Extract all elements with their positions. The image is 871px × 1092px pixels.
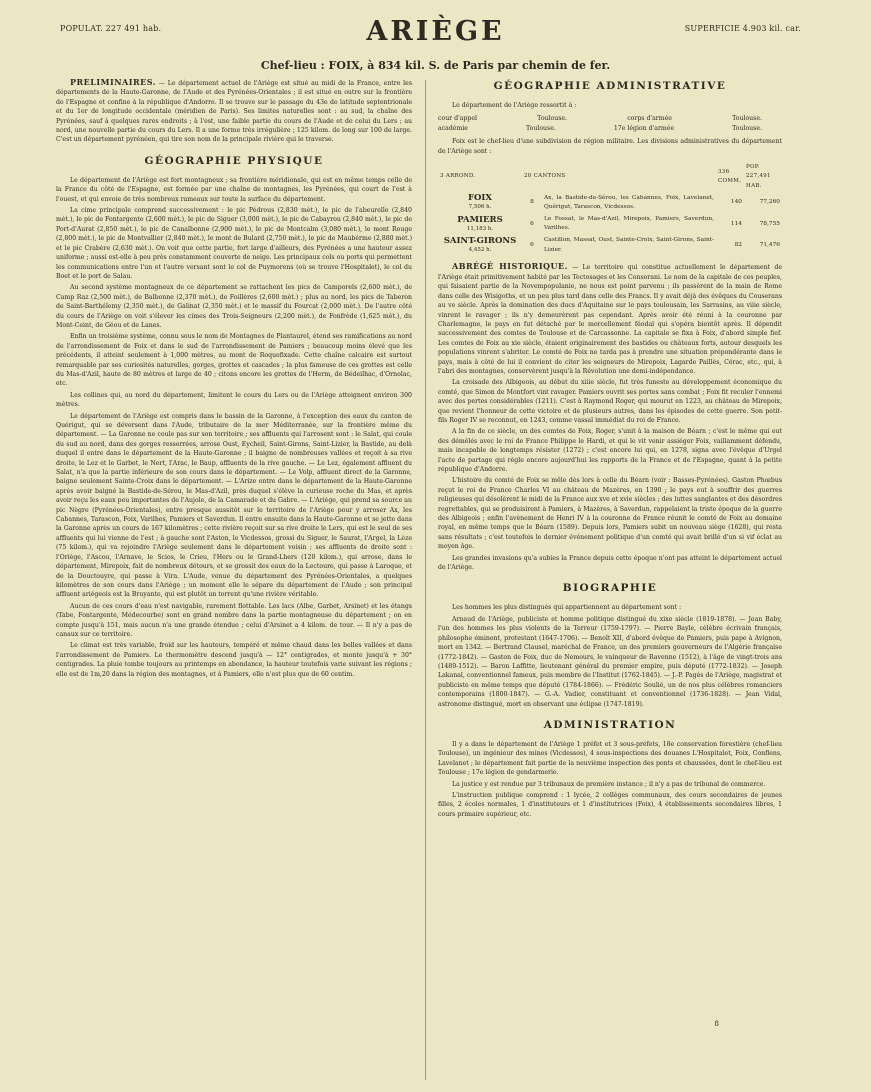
paragraph: Arnaud de l'Ariège, publiciste et homme politique distingué du xixe siècle (1819-1878). — Jean Baby, l'un des hommes les plus violents de la Terreur (1759-1797). — Pierre Bayle, célèbre écrivain français, philosophe éminent, protestant (1647-1706). — Benoît XII, d'abord évêque de Pamiers, puis pape à Avignon, mort en 1342. — Bertrand Clausel, maréchal de France, un des premiers gouverneurs de l'Algérie française (1772-1842). — Gaston de Foix, duc de Nemours, le vainqueur de Ravenne (1512), à l'âge de vingt-trois ans (1489-1512). — Baron Laffitte, lieutenant général du premier empire, puis député (1772-1832). — Joseph Lakanal, conventionnel fameux, puis membre de l'Institut (1762-1845). — J.-P. Pagès de l'Ariège, magistrat et publiciste en même temps que député (1784-1866). — Frédéric Soulié, un de nos plus célèbres romanciers contemporains (1800-1847). — G.-A. Vadier, constituant et conventionnel (1736-1828). — Jean Vidal, astronome distingué, mort en observant une éclipse (1747-1819). xyxy=(438,615,782,708)
arrondissement-pop: 7,506 h. xyxy=(468,204,492,211)
geo-admin-heading: GÉOGRAPHIE ADMINISTRATIVE xyxy=(493,80,727,92)
preliminaires-paragraph xyxy=(56,78,412,145)
table-row xyxy=(438,192,782,213)
arrondissement-cell xyxy=(438,235,522,256)
paragraph: Les grandes invasions qu'a subies la France depuis cette époque n'ont pas atteint le département actuel de l'Ariège. xyxy=(438,554,782,572)
admin-ressort-cell: cour d'appel xyxy=(438,115,478,123)
admin-ressort-row xyxy=(438,124,762,133)
abrege-body xyxy=(438,378,782,572)
paragraph: Au second système montagneux de ce département se rattachent les pics de Camporels (2,600 mèt.), de Camp Raz (2,500 mèt.), de Balbonne (2,370 mèt.), de Foillères (2,600 mèt.) ; plus au nord, les pics de Taberon de Saint-Barthélemy (2,350 mèt.), de Galinat (2,350 mèt.) et le massif du Fourcat (2,000 mèt.). De l'autre côté du cours de l'Ariège on voit s'élever les cimes des Trois-Seigneurs (2,200 mèt.), de Fonfrède (1,625 mèt.), du Mont-Ceint, de Géou et de Lanes. xyxy=(56,284,412,329)
admin-ressort-cell: académie xyxy=(438,124,468,132)
commune-count: 114 xyxy=(730,220,742,227)
paragraph: La croisade des Albigeois, au début du xiiie siècle, fut très funeste au développement économique du comté, que Simon de Montfort vint ravager. Pamiers ouvrit ses portes sans combat ; Foix fit reculer l'ennemi avec des pertes considérables (1211). C'est à Raymond Roger, qui mourut en 1223, au château de Mirepoix, que revient l'honneur de cette victoire et de plusieurs autres, dans les épisodes de cette guerre. Son petit-fils Roger IV se reconnut, en 1243, comme vassal immédiat du roi de France. xyxy=(438,379,782,424)
page-number: 8 xyxy=(714,1020,719,1028)
table-header-cell: 336 COMM. xyxy=(718,168,742,185)
left-column xyxy=(56,78,412,1078)
paragraph: La cime principale comprend successivement : le pic Pédrous (2,830 mèt.), le pic de l'abeurelle (2,840 mèt.), le pic de Fontargente (2,600 mèt.), le pic de Siguer (3,000 mèt.), le pic de Cabayrou (2,840 mèt.), le pic de Port-d'Aurat (2,850 mèt.), le pic de Canalbonne (2,900 mèt.), le pic de Montcalm (3,080 mèt.), le mont Rouge (2,800 mèt.), le pic de Montvallier (2,840 mèt.), le mont de Bulard (2,750 mèt.), le pic de Maubérme (2,880 mèt.) et le pic Crabère (2,630 mèt.). On voit que cette partie, fort large d'ailleurs, des Pyrénées a une hauteur assez uniforme ; aussi est-elle à peu près constamment couverte de neige. Les principaux cols ou ports qui permettent les communications entre l'un et l'autre versant sont le col de Puymorens (où se trouve l'Hospitalet), le col du Boet et le port de Salau. xyxy=(56,207,412,280)
canton-list: Ax, la Bastide-de-Sérou, les Cabannes, Foix, Lavelanet, Quérigut, Tarascon, Vicdessos. xyxy=(544,194,714,210)
arrondissement-name: SAINT-GIRONS xyxy=(443,236,517,247)
biographie-body xyxy=(438,603,782,708)
population-count: 78,755 xyxy=(759,220,780,227)
canton-list: Castillon, Massat, Oust, Sainte-Croix, Saint-Girons, Saint-Lizier. xyxy=(544,237,714,253)
admin-ressort-row xyxy=(438,114,762,123)
preliminaires-text: — Le département actuel de l'Ariège est situé au midi de la France, entre les départements de la Haute-Garonne, de l'Aude et des Pyrénées-Orientales ; il est situé en outre sur la frontière de l'Espagne et confine à la république d'Andorre. Il se trouve sur le passage du 43e de latitude septentrionale et du 1er de longitude occidentale (méridien de Paris). Ses limites naturelles sont : au sud, la chaîne des Pyrénées, sauf à quelques rares endroits ; à l'est, une faible partie du cours de l'Aude et de celui du Lers ; au nord, une nouvelle partie du cours du Lers. Il a une forme très irrégulière ; 125 kilom. de long sur 100 de large. C'est un département pyrénéen, qui tire son nom de la principale rivière qui le traverse. xyxy=(56,80,412,144)
admin-ressort-cell: Toulouse. xyxy=(537,115,568,123)
preliminaires-lead: PRÉLIMINAIRES. xyxy=(70,78,157,87)
admin-ressort-cell: Toulouse. xyxy=(525,124,556,132)
paragraph: L'histoire du comté de Foix se mêle dès lors à celle du Béarn (voir : Basses-Pyrénées). Gaston Phœbus reçut le roi de France Charles VI au château de Mazères, en 1390 ; le pays eut à souffrir des guerres religieuses qui désolèrent le midi de la France aux xve et xvie siècles ; des luttes sanglantes et des désordres regrettables, qui se produisirent à Pamiers, à Mazères, à Saverdun, rappelaient la triste époque de la guerre des Albigeois ; enfin l'avènement de Henri IV à la couronne de France réunit le comté de Foix au domaine royal, en même temps que le Béarn (1589). Depuis lors, Pamiers subit un nouveau siège (1628), qui resta sans résultats ; c'est toutefois le dernier événement politique d'un comté qui avait brillé d'un si vif éclat au moyen âge. xyxy=(438,477,782,551)
admin-ressort-cell: 17e légion d'armée xyxy=(613,124,675,132)
column-divider xyxy=(425,80,426,1080)
canton-list: Le Fossat, le Mas-d'Azil, Mirepoix, Pamiers, Saverdun, Varilhes. xyxy=(544,215,714,232)
administration-body xyxy=(438,740,782,819)
population-count: 77,260 xyxy=(759,199,780,206)
surface-label: SUPERFICIE 4.903 kil. car. xyxy=(684,24,801,33)
biographie-heading: BIOGRAPHIE xyxy=(562,582,658,595)
paragraph: Enfin un troisième système, connu sous le nom de Montagnes de Plantaurel, étend ses ramifications au nord de l'arrondissement de Foix et dans le sud de l'arrondissement de Pamiers ; beaucoup moins élevé que les précédents, il atteint seulement à 1,000 mètres, au mont de Roquefixade. Cette chaîne calcaire est surtout remarquable par ses curiosités naturelles, gorges, grottes et cascades ; la plus fameuse de ces grottes est celle du Mas-d'Azil, haute de 80 mètres et large de 40 ; citons encore les grottes de l'Herm, de Bédeilhac, d'Ornolac, etc. xyxy=(56,333,412,388)
geo-physique-body xyxy=(56,176,412,679)
table-row xyxy=(438,214,782,235)
admin-intro: Le département de l'Ariège ressortit à : xyxy=(452,102,577,109)
arrondissement-pop: 11,183 h. xyxy=(466,225,494,232)
paragraph: La justice y est rendue par 3 tribunaux de première instance ; il n'y a pas de tribunal de commerce. xyxy=(452,780,766,788)
paragraph: Les hommes les plus distingués qui appartiennent au département sont : xyxy=(452,604,682,612)
admin-after: Foix est le chef-lieu d'une subdivision de région militaire. Les divisions administratives du département de l'Ariège sont : xyxy=(438,138,782,155)
page-title: ARIÈGE xyxy=(366,16,505,47)
table-header-cell: 20 CANTONS xyxy=(524,173,566,180)
commune-count: 140 xyxy=(730,199,742,206)
abrege-first: — Le territoire qui constitue actuellement le département de l'Ariège était primitivement habité par les Tectosages et les Consorani. Le nom de la capitale de ces peuples, qui faisaient partie de la Novempopulanie, ne nous est point parvenu ; ils passèrent de la main de Rome dans celle des Wisigoths, et un peu plus tard dans celle des Francs. Il y avait déjà des évêques du Couserans au ve siècle. Après la domination des ducs d'Aquitaine sur le pays toulousain, les Sarrasins, au viiie siècle, vinrent le ravager ; ils n'y demeurèrent pas cependant. Après avoir été réuni à la couronne par Charlemagne, le pays en fut détaché par le morcellement féodal qui s'opéra bientôt après. Il dépendit successivement des comtes de Toulouse et de Carcassonne. La capitale se fixa à Foix, d'abord simple fief. Les comtes de Foix au xie siècle, étaient originairement des bastides ou châteaux forts, autour desquels les populations vinrent s'abriter. Le comté de Foix ne tarda pas à prendre une situation prépondérante dans le pays, mais à côté de lui il convient de citer les seigneurs de Mirepoix, Lagarde Paillès, Cérac, etc., qui, à l'abri des montagnes, conservèrent jusqu'à la Révolution une demi-indépendance. xyxy=(438,264,782,375)
admin-ressort-cell: Toulouse. xyxy=(732,124,762,132)
table-header-cell: 3 ARROND. xyxy=(440,173,476,180)
arrondissement-cell xyxy=(438,214,522,235)
table-row xyxy=(438,235,782,256)
admin-ressort-cell: corps d'armée xyxy=(627,115,672,123)
paragraph: Le climat est très variable, froid sur les hauteurs, tempéré et même chaud dans les belles vallées et dans l'arrondissement de Pamiers. Le thermomètre descend jusqu'à — 12° centigrades, et monte jusqu'à + 30° centigrades. La pluie tombe toujours au printemps en abondance, la hauteur toutefois varie suivant les régions ; elle est de 1m,20 dans la région des montagnes, et à Pamiers, elle n'est plus que de 60 centim. xyxy=(56,642,412,678)
canton-count: 8 xyxy=(530,199,534,206)
paragraph: A la fin de ce siècle, un des comtes de Foix, Roger, s'unit à la maison de Béarn ; c'est le même qui eut des démêlés avec le roi de France Philippe le Hardi, et qui le vit venir assiéger Foix, vaillamment défendu, mais incapable de longtemps résister (1272) ; c'est encore lui qui, en 1278, signa avec l'évêque d'Urgel l'acte de partage qui règle encore aujourd'hui les rapports de la France et de l'Espagne, quant à la petite république d'Andorre. xyxy=(438,428,782,473)
population-label: POPULAT. 227 491 hab. xyxy=(60,24,162,33)
paragraph: Aucun de ces cours d'eau n'est navigable, rarement flottable. Les lacs (Albe, Garbet, Arsinet) et les étangs (Tabe, Fontargente, Médecourbe) sont en grand nombre dans la partie montagneuse du département ; on en compte jusqu'à 151, mais aucun n'a une grande étendue ; celui d'Arsinet a 4 kilom. de tour. — Il n'y a pas de canaux sur ce territoire. xyxy=(56,602,412,638)
population-count: 71,476 xyxy=(759,242,780,249)
paragraph: Le département de l'Ariège est fort montagneux ; sa frontière méridionale, qui est en même temps celle de la France du côté de l'Espagne, est formée par une chaîne de montagnes, les Pyrénées, qui court de l'est à l'ouest, et qui envoie de très nombreux rameaux sur toute la surface du département. xyxy=(56,176,412,203)
paragraph: L'instruction publique comprend : 1 lycée, 2 collèges communaux, des cours secondaires de jeunes filles, 2 écoles normales, 1 d'instituteurs et 1 d'institutrices (Foix), 4 établissements secondaires libres, 1 cours primaire supérieur, etc. xyxy=(438,791,782,818)
arrondissements-table-header xyxy=(438,162,782,192)
arrondissements-table xyxy=(438,162,782,256)
paragraph: Les collines qui, au nord du département, limitent le cours du Lers ou de l'Ariège atteignent environ 300 mètres. xyxy=(56,391,412,409)
paragraph: Il y a dans le département de l'Ariège 1 préfet et 3 sous-préfets, 18e conservation forestière (chef-lieu Toulouse), un ingénieur des mines (Vicdessos), 4 sous-inspections des douanes L'Hospitalet, Foix, Conflens, Lavelanet ; le département fait partie de la neuvième inspection des ponts et chaussées, dont le chef-lieu est Toulouse ; 17e légion de gendarmerie. xyxy=(438,740,782,777)
table-header-cell: POP. 227,491 HAB. xyxy=(746,164,771,189)
abrege-paragraph xyxy=(438,262,782,376)
geo-physique-heading: GÉOGRAPHIE PHYSIQUE xyxy=(144,154,324,167)
abrege-lead: ABRÉGÉ HISTORIQUE. xyxy=(452,261,568,272)
arrondissement-cell xyxy=(438,192,522,213)
canton-count: 6 xyxy=(530,220,534,227)
canton-count: 6 xyxy=(530,242,534,249)
commune-count: 82 xyxy=(734,242,742,249)
arrondissement-pop: 4,452 h. xyxy=(468,247,492,254)
right-column xyxy=(438,78,782,1078)
admin-ressort-list xyxy=(438,114,782,133)
arrondissements-table-body xyxy=(438,192,782,256)
page-subtitle: Chef-lieu : FOIX, à 834 kil. S. de Paris par chemin de fer. xyxy=(260,59,611,72)
admin-ressort-cell: Toulouse. xyxy=(732,115,762,123)
paragraph: Le département de l'Ariège est compris dans le bassin de la Garonne, à l'exception des eaux du canton de Quérigut, qui se déversent dans l'Aude, tributaire de la mer Méditerranée, sur la frontière même du département. — La Garonne ne coule pas sur son territoire ; ses affluents qui l'arrosent sont : le Salat, qui coule du sud au nord, dans des gorges resserrées, arrose Oust, Eycheil, Saint-Girons, Saint-Lizier, la Bastide, au delà duquel il entre dans le département de la Haute-Garonne ; il baigne de nombreuses vallées et reçoit à sa rive droite, le Lez et le Garbet, le Nert, l'Arac, le Baup, affluents de la rive gauche. — Le Lez, également affluent du Salat, n'a que la partie inférieure de son cours dans le département. — Le Volp, affluent direct de la Garonne, baigne seulement Sainte-Croix dans le département. — L'Arize entre dans le département de la Haute-Garonne après avoir baigné la Bastide-de-Sérou, le Mas-d'Azil, près duquel s'élève la curieuse roche du Mas, et après avoir reçu les eaux peu importantes de l'Aujole, de la Camarade et du Gabre. — L'Ariège, qui prend sa source au pic Nègre (Pyrénées-Orientales), entre presque aussitôt sur le territoire de l'Ariège pour y arroser Ax, les Cabannes, Tarascon, Foix, Varilhes, Pamiers et Saverdun. Il entre ensuite dans la Haute-Garonne et se jette dans la Garonne après un cours de 167 kilomètres ; cette rivière reçoit sur sa rive droite le Lers, qui est le seul de ses affluents qui lui vienne de l'est ; à gauche sont l'Aston, le Vicdessos, grossi du Siguer, le Saurat, l'Argel, la Lèze (75 kilom.), qui va rejoindre l'Ariège seulement dans le département voisin ; ses affluents de droite sont : l'Oriège, l'Ascou, l'Arnave, le Scios, le Crieu, l'Hers ou le Grand-Lhers (120 kilom.), qui arrose, dans le département, Mirepoix, fait de nombreux détours, et se grossit des eaux de la Lectoure, qui passe à Laroque, et de la Douctouyre, qui passe à Vira. L'Aude, venue du département des Pyrénées-Orientales, a quelques kilomètres de son cours dans l'Ariège ; un moment elle le sépare du département de l'Aude ; son principal affluent ariégeois est la Bruyante, qui est plutôt un torrent qu'une rivière véritable. xyxy=(56,412,412,599)
arrondissement-name: FOIX xyxy=(467,193,492,204)
arrondissement-name: PAMIERS xyxy=(457,214,503,225)
administration-heading: ADMINISTRATION xyxy=(543,718,677,731)
